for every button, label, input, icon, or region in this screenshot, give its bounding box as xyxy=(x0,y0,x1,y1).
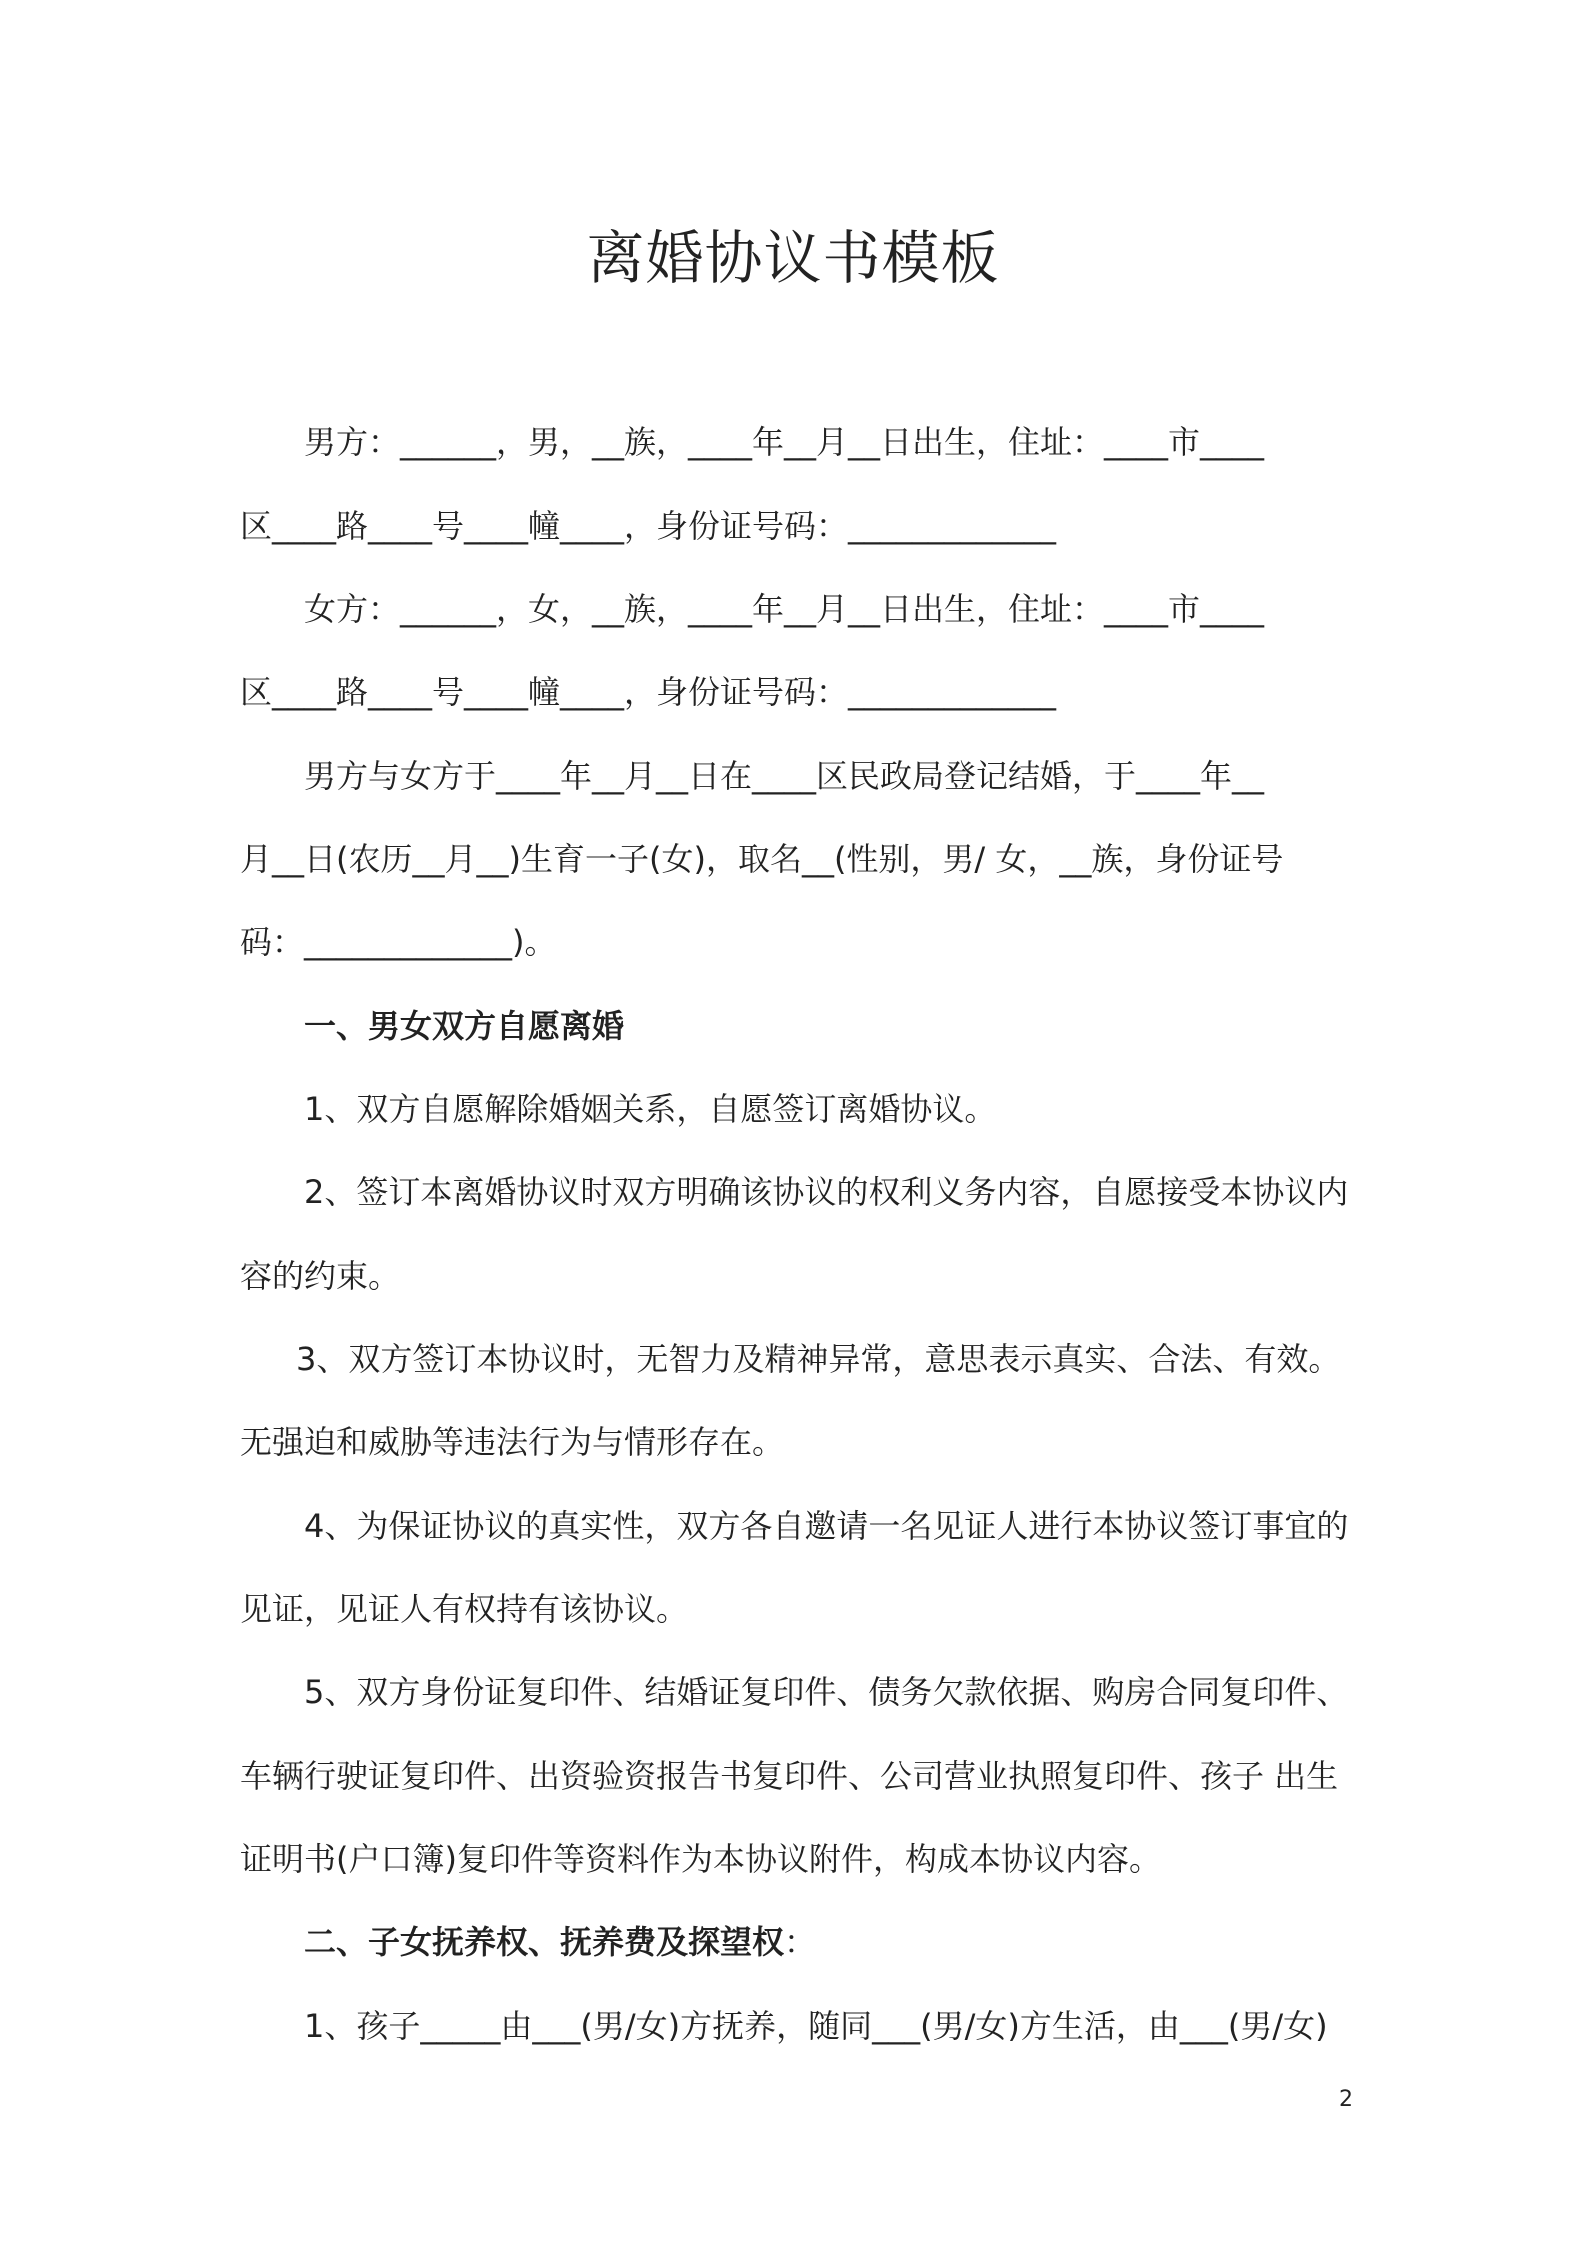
male-party-line-1: 男方：______，男，__族，____年__月__日出生，住址：____市____ xyxy=(304,423,1265,461)
female-party-line-1: 女方：______，女，__族，____年__月__日出生，住址：____市____ xyxy=(304,590,1265,628)
section-heading-2-line xyxy=(304,1920,1350,1964)
document-title: 离婚协议书模板 xyxy=(586,224,1000,292)
clause-1-2-line-2: 容的约束。 xyxy=(240,1257,401,1295)
clause-1-5-line-3: 证明书(户口簿)复印件等资料作为本协议附件，构成本协议内容。 xyxy=(240,1840,1161,1878)
clause-1-5-line-1: 5、双方身份证复印件、结婚证复印件、债务欠款依据、购房合同复印件、 xyxy=(304,1673,1349,1711)
female-party-line-2: 区____路____号____幢____，身份证号码：_____________ xyxy=(240,673,1057,711)
page-number: 2 xyxy=(1339,2087,1353,2112)
marriage-info-line-1: 男方与女方于____年__月__日在____区民政局登记结婚，于____年__ xyxy=(304,757,1265,795)
clause-1-4-line-1: 4、为保证协议的真实性，双方各自邀请一名见证人进行本协议签订事宜的 xyxy=(304,1507,1349,1545)
clause-1-5-line-2: 车辆行驶证复印件、出资验资报告书复印件、公司营业执照复印件、孩子 出生 xyxy=(240,1757,1339,1795)
clause-1-1: 1、双方自愿解除婚姻关系，自愿签订离婚协议。 xyxy=(304,1090,997,1128)
clause-1-4-line-2: 见证，见证人有权持有该协议。 xyxy=(240,1590,689,1628)
section-heading-2-colon: ： xyxy=(784,1923,817,1961)
section-heading-1: 一、男女双方自愿离婚 xyxy=(304,1007,625,1045)
clause-1-3-line-2: 无强迫和威胁等违法行为与情形存在。 xyxy=(240,1423,785,1461)
section-heading-2: 二、子女抚养权、抚养费及探望权 xyxy=(304,1923,785,1961)
marriage-info-line-3: 码：_____________)。 xyxy=(240,923,557,961)
clause-2-1-line-1: 1、孩子_____由___(男/女)方抚养，随同___(男/女)方生活，由___(男/女) xyxy=(304,2007,1328,2045)
clause-1-3-line-1: 3、双方签订本协议时，无智力及精神异常，意思表示真实、合法、有效。 xyxy=(296,1340,1341,1378)
clause-1-2-line-1: 2、签订本离婚协议时双方明确该协议的权利义务内容，自愿接受本协议内 xyxy=(304,1173,1349,1211)
male-party-line-2: 区____路____号____幢____，身份证号码：_____________ xyxy=(240,507,1057,545)
marriage-info-line-2: 月__日(农历__月__)生育一子(女)，取名__(性别，男/ 女，__族，身份证号 xyxy=(240,840,1284,878)
